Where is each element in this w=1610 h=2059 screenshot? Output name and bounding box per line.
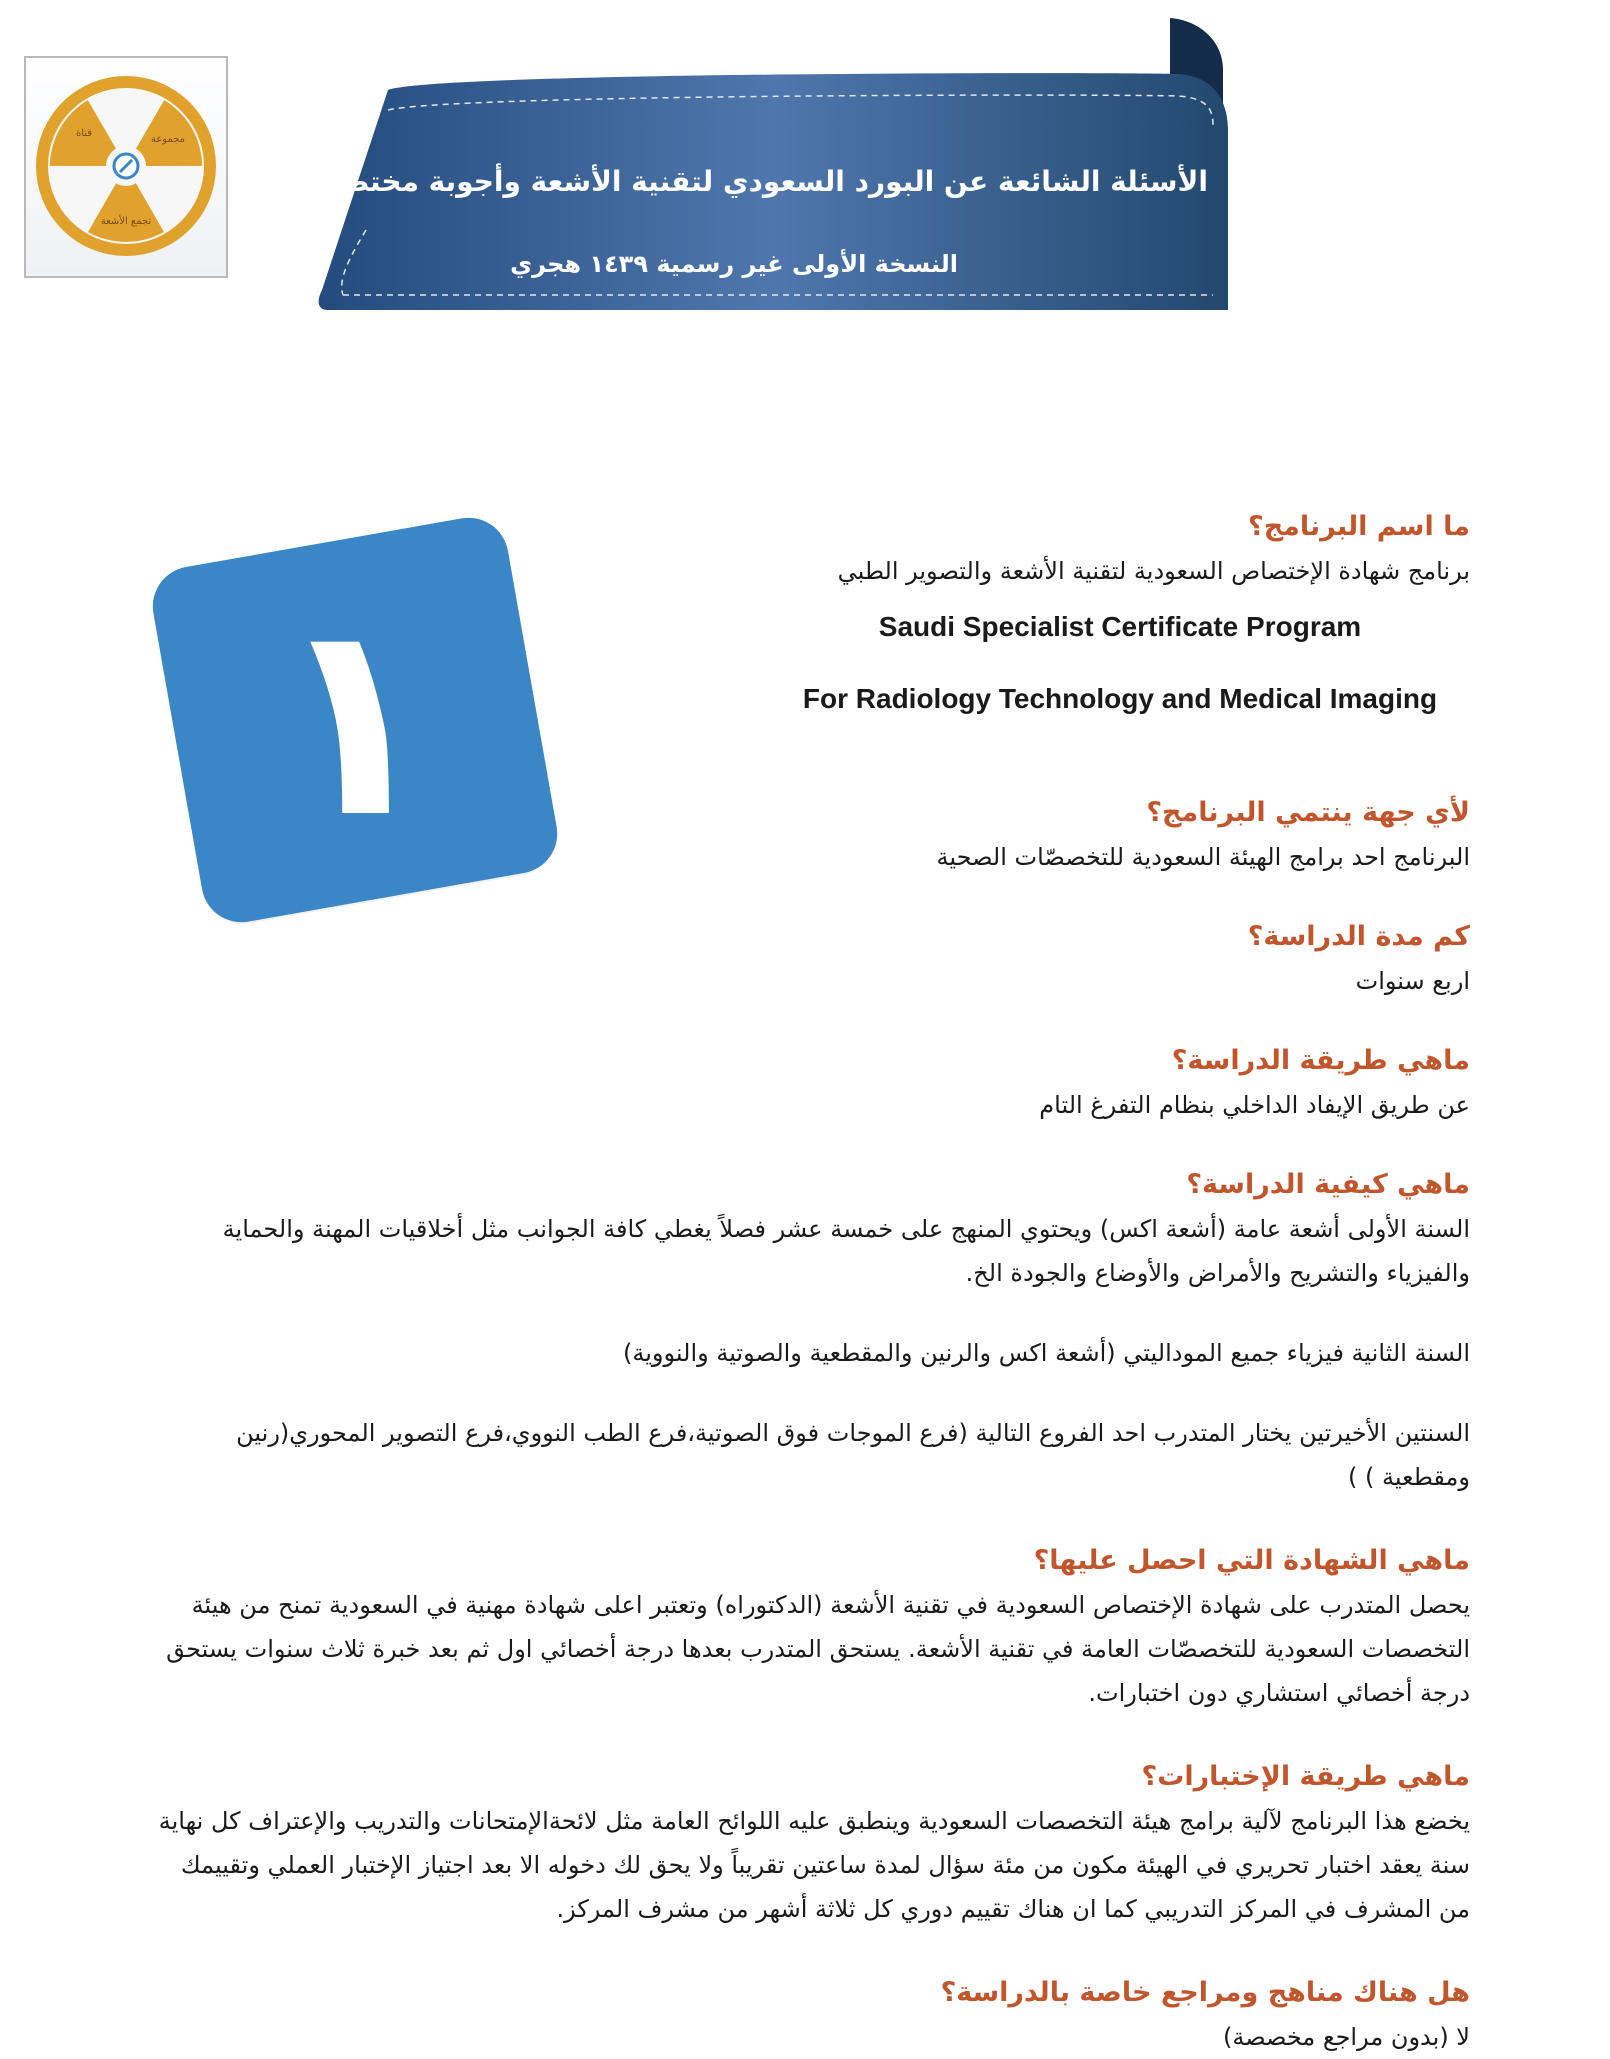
faq-content (150, 505, 1470, 2059)
faq-item (150, 1039, 1470, 1127)
faq-answer: اربع سنوات (1355, 967, 1470, 995)
faq-item (150, 505, 1470, 721)
radiation-logo-icon (26, 58, 226, 276)
faq-question: كم مدة الدراسة؟ (1247, 921, 1470, 952)
page-title: الأسئلة الشائعة عن البورد السعودي لتقنية الأشعة وأجوبة مختصرة (308, 165, 1208, 198)
page-subtitle: النسخة الأولى غير رسمية ١٤٣٩ هجري (510, 250, 958, 278)
faq-question: ماهي طريقة الإختبارات؟ (1141, 1761, 1470, 1792)
faq-item (150, 1163, 1470, 1499)
faq-answer-english-line-1: Saudi Specialist Certificate Program (878, 611, 1362, 642)
faq-answer: يخضع هذا البرنامج لآلية برامج هيئة التخصصات السعودية وينطبق عليه اللوائح العامة مثل لائحةالإمتحانات والتدريب والإعتراف كل نهاية سنة يعقد اختبار تحريري في الهيئة مكون من مئة سؤال لمدة ساعتين تقريباً ولا يحق لك دخوله الا بعد اجتياز الإختبار العملي وتقييمك من المشرف في المركز التدريبي كما ان هناك تقييم دوري كل ثلاثة أشهر من مشرف المركز. (158, 1807, 1470, 1923)
faq-answer-paragraph-1: السنة الأولى أشعة عامة (أشعة اكس) ويحتوي المنهج على خمسة عشر فصلاً يغطي كافة الجوانب مثل أخلاقيات المهنة والحماية والفيزياء والتشريح والأمراض والأوضاع والجودة الخ. (222, 1215, 1470, 1287)
logo-label-top-left: قناة (75, 128, 93, 139)
faq-item (150, 791, 1470, 879)
faq-answer: البرنامج احد برامج الهيئة السعودية للتخصصّات الصحية (936, 843, 1470, 871)
section-number: ١ (272, 562, 438, 877)
faq-question: ماهي كيفية الدراسة؟ (1186, 1169, 1470, 1200)
faq-answer-english-line-2: For Radiology Technology and Medical Imaging (802, 683, 1438, 714)
faq-question: لأي جهة ينتمي البرنامج؟ (1146, 797, 1470, 828)
faq-question: ماهي الشهادة التي احصل عليها؟ (1033, 1545, 1470, 1576)
faq-answer: لا (بدون مراجع مخصصة) (1222, 2023, 1470, 2051)
logo (24, 56, 228, 278)
logo-label-top-right: مجموعة (150, 134, 186, 145)
faq-question: ما اسم البرنامج؟ (1248, 511, 1470, 542)
header-banner (308, 10, 1238, 310)
faq-answer-paragraph-3: السنتين الأخيرتين يختار المتدرب احد الفروع التالية (فرع الموجات فوق الصوتية،فرع الطب النووي،فرع التصوير المحوري(رنين ومقطعية ) ) (236, 1419, 1470, 1491)
faq-item (150, 1971, 1470, 2059)
faq-item (150, 1539, 1470, 1715)
faq-item (150, 915, 1470, 1003)
faq-answer: برنامج شهادة الإختصاص السعودية لتقنية الأشعة والتصوير الطبي (837, 557, 1470, 585)
faq-item (150, 1755, 1470, 1931)
logo-label-bottom: تجمع الأشعة (100, 216, 152, 227)
faq-answer: عن طريق الإيفاد الداخلي بنظام التفرغ التام (1039, 1091, 1470, 1119)
faq-answer-paragraph-2: السنة الثانية فيزياء جميع الموداليتي (أشعة اكس والرنين والمقطعية والصوتية والنووية) (622, 1339, 1470, 1367)
faq-question: هل هناك مناهج ومراجع خاصة بالدراسة؟ (940, 1977, 1470, 2008)
faq-question: ماهي طريقة الدراسة؟ (1171, 1045, 1470, 1076)
faq-answer: يحصل المتدرب على شهادة الإختصاص السعودية في تقنية الأشعة (الدكتوراه) وتعتبر اعلى شهادة مهنية في السعودية تمنح من هيئة التخصصات السعودية للتخصصّات العامة في تقنية الأشعة. يستحق المتدرب بعدها درجة أخصائي اول ثم بعد خبرة ثلاث سنوات يستحق درجة أخصائي استشاري دون اختبارات. (166, 1591, 1470, 1707)
